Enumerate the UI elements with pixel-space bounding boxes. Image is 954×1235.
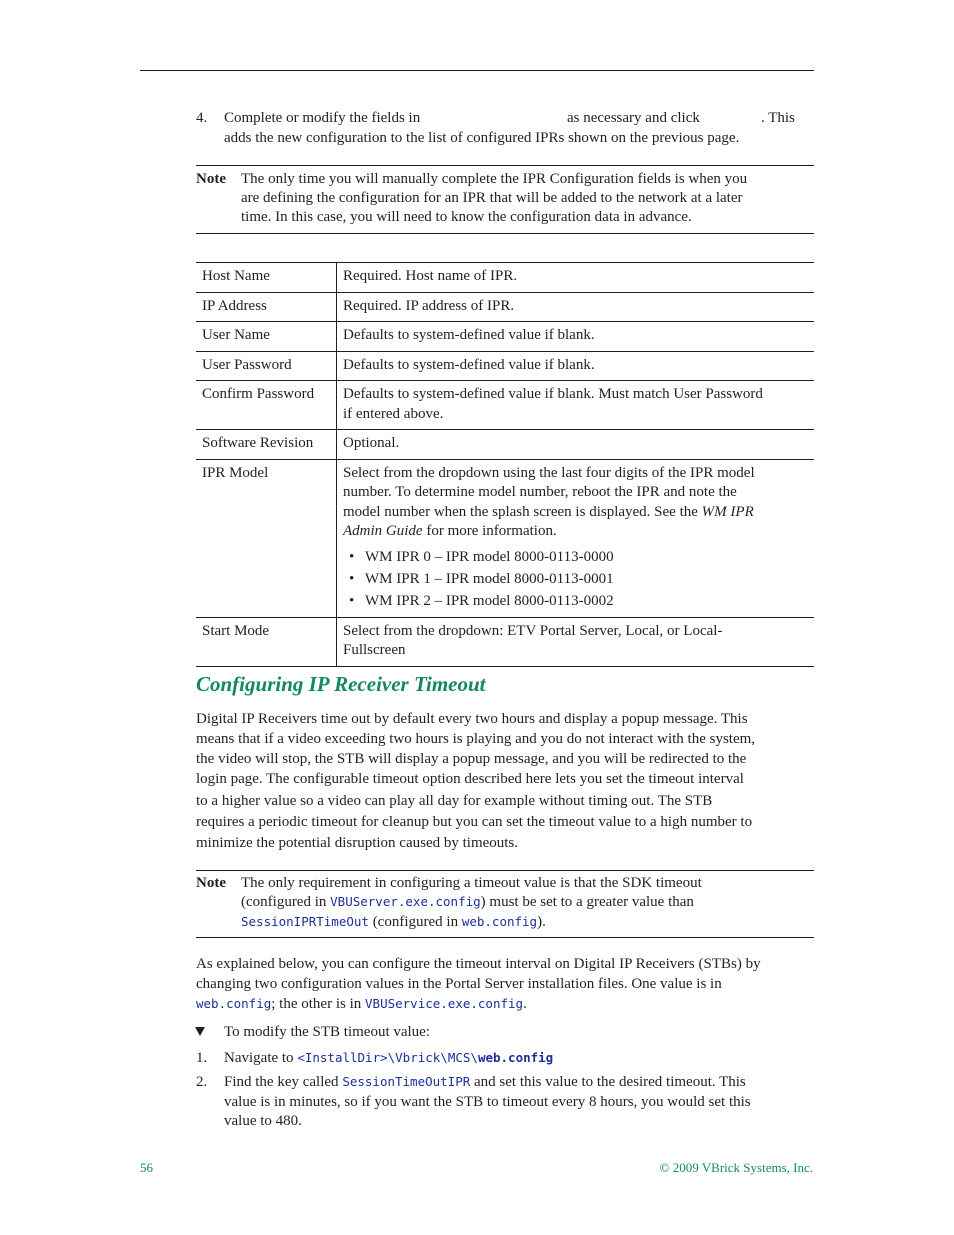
guide-title: Admin Guide [343, 523, 423, 539]
list-item [343, 546, 808, 568]
bullet-icon: • [349, 570, 355, 587]
step-text-line2: adds the new configuration to the list of configured IPRs shown on the previous page. [224, 130, 740, 146]
table-row [196, 263, 814, 293]
desc-line: Select from the dropdown: ETV Portal Server, Local, or Local- [343, 622, 723, 639]
table-row [196, 292, 814, 322]
field-name: IP Address [196, 292, 337, 322]
procedure-heading: To modify the STB timeout value: [224, 1024, 431, 1040]
note-text: ) must be set to a greater value than [480, 894, 694, 910]
guide-title: WM IPR [701, 503, 754, 520]
step-text [224, 1048, 553, 1068]
model-item-text: WM IPR 0 – IPR model 8000-0113-0000 [365, 548, 614, 565]
step-text [224, 1072, 746, 1092]
note-text-line1: The only requirement in configuring a timeout value is that the SDK timeout [241, 875, 702, 891]
procedure-triangle-icon [195, 1027, 205, 1036]
field-name: IPR Model [196, 459, 337, 617]
field-description: Required. Host name of IPR. [337, 263, 815, 293]
config-key: SessionIPRTimeOut [241, 914, 369, 929]
model-item-text: WM IPR 1 – IPR model 8000-0113-0001 [365, 570, 614, 587]
table-row [196, 617, 814, 666]
step-text-part: Navigate to [224, 1050, 298, 1066]
desc-line: Select from the dropdown using the last four digits of the IPR model [343, 464, 755, 481]
note-top-rule [196, 870, 814, 871]
step-text-part3: . This [761, 110, 795, 126]
paragraph-line: means that if a video exceeding two hours is playing and you do not interact with the system, [196, 731, 756, 747]
note-text: (configured in [368, 914, 462, 930]
field-description: Defaults to system-defined value if blank. [337, 351, 815, 381]
bullet-icon: • [349, 548, 355, 565]
desc-line: number. To determine model number, reboot the IPR and note the [343, 484, 737, 500]
paragraph-line [196, 994, 527, 1014]
config-key: SessionTimeOutIPR [342, 1074, 471, 1089]
note-text-line2 [241, 892, 694, 912]
note-label: Note [196, 171, 226, 187]
note-text: ). [537, 914, 546, 930]
bullet-icon: • [349, 592, 355, 609]
field-description [337, 459, 815, 617]
field-description: Required. IP address of IPR. [337, 292, 815, 322]
desc-line: model number when the splash screen is displayed. See the [343, 503, 702, 520]
install-path: <InstallDir>\Vbrick\MCS\ [297, 1050, 478, 1065]
config-filename-bold: web.config [477, 1050, 554, 1065]
step-text-line3: value to 480. [224, 1113, 302, 1129]
step-text-part1: Complete or modify the fields in [224, 110, 421, 126]
paragraph-line: changing two configuration values in the Portal Server installation files. One value is in [196, 976, 722, 992]
paragraph-line: to a higher value so a video can play all day for example without timing out. The STB [196, 793, 713, 809]
config-filename: VBUServer.exe.config [330, 894, 481, 909]
header-rule [140, 70, 814, 71]
section-heading: Configuring IP Receiver Timeout [196, 672, 486, 696]
model-list [343, 546, 808, 612]
field-name: Start Mode [196, 617, 337, 666]
step-number: 1. [196, 1050, 208, 1066]
note-text-line2: are defining the configuration for an IPR that will be added to the network at a later [241, 190, 743, 206]
note-text: (configured in [241, 894, 331, 910]
table-row [196, 459, 814, 617]
field-name: Software Revision [196, 430, 337, 460]
note-bottom-rule [196, 233, 814, 234]
desc-line: for more information. [422, 523, 557, 539]
field-description: Optional. [337, 430, 815, 460]
list-item [343, 568, 808, 590]
config-filename: web.config [196, 996, 272, 1011]
table-row [196, 430, 814, 460]
table-row [196, 351, 814, 381]
paragraph-text: ; the other is in [271, 996, 366, 1012]
table-row [196, 381, 814, 430]
page-number: 56 [140, 1160, 153, 1175]
paragraph-line: minimize the potential disruption caused by timeouts. [196, 835, 519, 851]
model-item-text: WM IPR 2 – IPR model 8000-0113-0002 [365, 592, 614, 609]
paragraph-line: Digital IP Receivers time out by default every two hours and display a popup message. This [196, 711, 748, 727]
field-description [337, 381, 815, 430]
config-filename [478, 1050, 553, 1065]
step-text-part: Find the key called [224, 1074, 343, 1090]
step-text-line2: value is in minutes, so if you want the STB to timeout every 8 hours, you would set this [224, 1094, 751, 1110]
desc-line: Defaults to system-defined value if blank. Must match User Password [343, 386, 763, 402]
paragraph-line: As explained below, you can configure the timeout interval on Digital IP Receivers (STBs) by [196, 956, 761, 972]
list-item [343, 590, 808, 612]
field-description [337, 617, 815, 666]
step-text-part2: as necessary and click [567, 110, 700, 126]
copyright: © 2009 VBrick Systems, Inc. [659, 1160, 813, 1175]
step-text-part: and set this value to the desired timeout. This [470, 1074, 746, 1090]
step-number: 2. [196, 1074, 208, 1090]
note-text-line3: time. In this case, you will need to know the configuration data in advance. [241, 209, 692, 225]
paragraph-line: login page. The configurable timeout option described here lets you set the timeout interval [196, 771, 744, 787]
paragraph-line: the video will stop, the STB will display a popup message, and you will be redirected to the [196, 751, 747, 767]
field-name: Confirm Password [196, 381, 337, 430]
field-name: User Name [196, 322, 337, 352]
note-bottom-rule [196, 937, 814, 938]
table-row [196, 322, 814, 352]
step-number: 4. [196, 110, 208, 126]
note-top-rule [196, 165, 814, 166]
field-name: User Password [196, 351, 337, 381]
desc-line: if entered above. [343, 405, 444, 422]
config-filename: VBUService.exe.config [365, 996, 524, 1011]
ipr-config-table [196, 262, 814, 667]
paragraph-line: requires a periodic timeout for cleanup but you can set the timeout value to a high number to [196, 814, 753, 830]
note-text-line3 [241, 912, 546, 932]
note-text-line1: The only time you will manually complete the IPR Configuration fields is when you [241, 171, 748, 187]
paragraph-text: . [523, 996, 527, 1012]
desc-line: Fullscreen [343, 642, 406, 658]
note-label: Note [196, 875, 226, 891]
field-description: Defaults to system-defined value if blank. [337, 322, 815, 352]
field-name: Host Name [196, 263, 337, 293]
config-filename: web.config [461, 914, 538, 929]
